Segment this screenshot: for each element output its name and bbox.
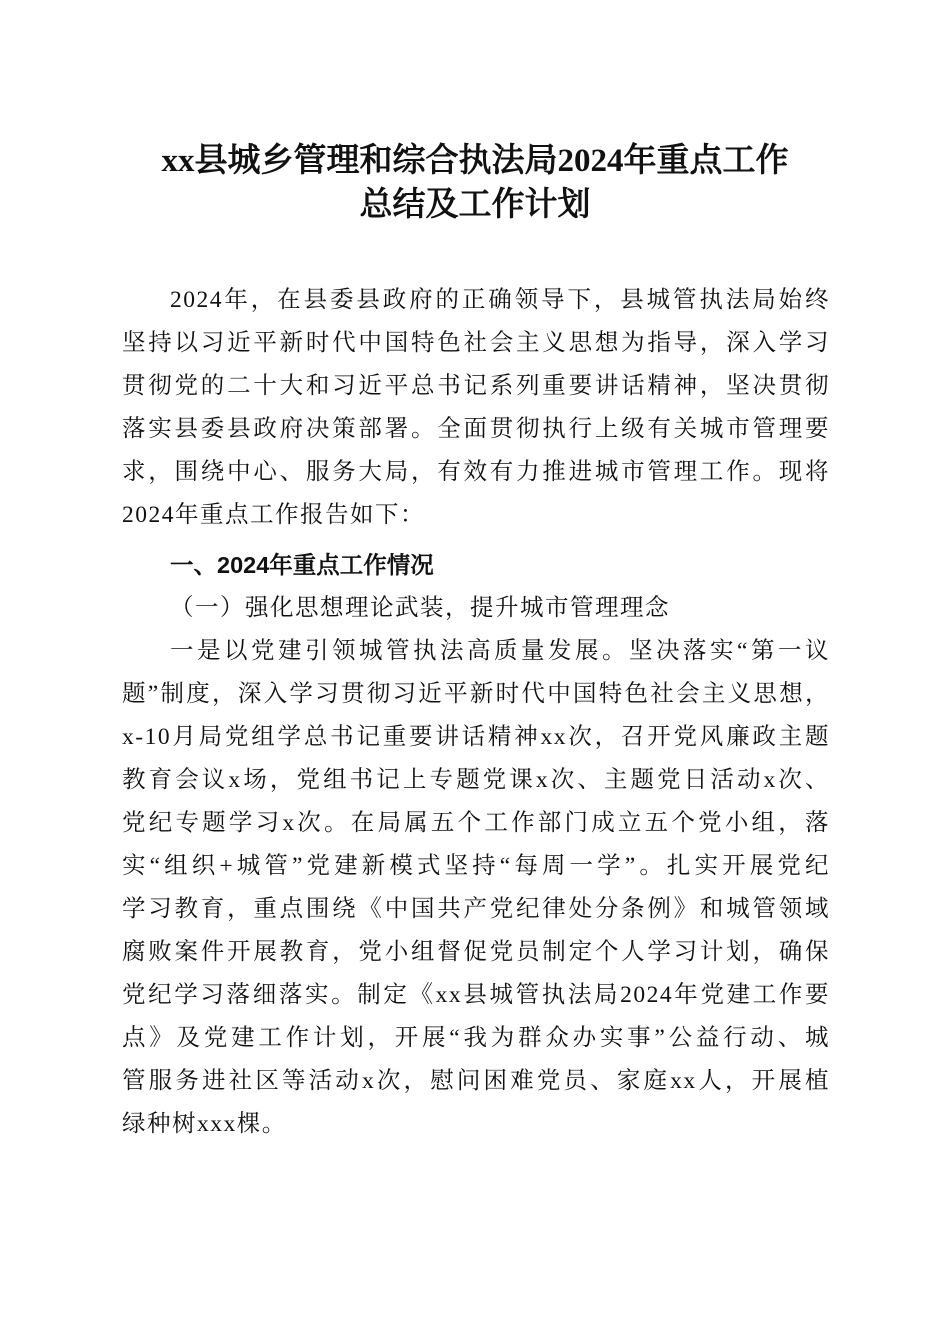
section-heading: 一、2024年重点工作情况 <box>170 552 434 578</box>
paragraph-line: 管服务进社区等活动x次，慰问困难党员、家庭xx人，开展植 <box>122 1068 830 1094</box>
paragraph-line: 学习教育，重点围绕《中国共产党纪律处分条例》和城管领域 <box>122 896 830 922</box>
paragraph-line: x-10月局党组学总书记重要讲话精神xx次，召开党风廉政主题 <box>122 724 830 750</box>
intro-line: 2024年，在县委县政府的正确领导下，县城管执法局始终 <box>170 287 830 313</box>
paragraph-line: 绿种树xxx棵。 <box>122 1111 287 1137</box>
intro-line: 2024年重点工作报告如下： <box>122 502 425 528</box>
paragraph-line: 题”制度，深入学习贯彻习近平新时代中国特色社会主义思想， <box>122 681 830 707</box>
document-title-line-2: 总结及工作计划 <box>359 187 591 223</box>
intro-line: 贯彻党的二十大和习近平总书记系列重要讲话精神，坚决贯彻 <box>122 373 830 399</box>
document-title-line-1: xx县城乡管理和综合执法局2024年重点工作 <box>161 143 789 179</box>
intro-line: 求，围绕中心、服务大局，有效有力推进城市管理工作。现将 <box>122 459 830 485</box>
paragraph-line: 点》及党建工作计划，开展“我为群众办实事”公益行动、城 <box>122 1025 830 1051</box>
intro-line: 落实县委县政府决策部署。全面贯彻执行上级有关城市管理要 <box>122 416 830 442</box>
paragraph-line: 一是以党建引领城管执法高质量发展。坚决落实“第一议 <box>170 638 830 664</box>
subsection-heading: （一）强化思想理论武装，提升城市管理理念 <box>170 595 670 621</box>
paragraph-line: 党纪学习落细落实。制定《xx县城管执法局2024年党建工作要 <box>122 982 830 1008</box>
paragraph-line: 腐败案件开展教育，党小组督促党员制定个人学习计划，确保 <box>122 939 830 965</box>
paragraph-line: 实“组织+城管”党建新模式坚持“每周一学”。扎实开展党纪 <box>122 853 830 879</box>
intro-line: 坚持以习近平新时代中国特色社会主义思想为指导，深入学习 <box>122 330 830 356</box>
paragraph-line: 教育会议x场，党组书记上专题党课x次、主题党日活动x次、 <box>122 767 830 793</box>
paragraph-line: 党纪专题学习x次。在局属五个工作部门成立五个党小组，落 <box>122 810 830 836</box>
